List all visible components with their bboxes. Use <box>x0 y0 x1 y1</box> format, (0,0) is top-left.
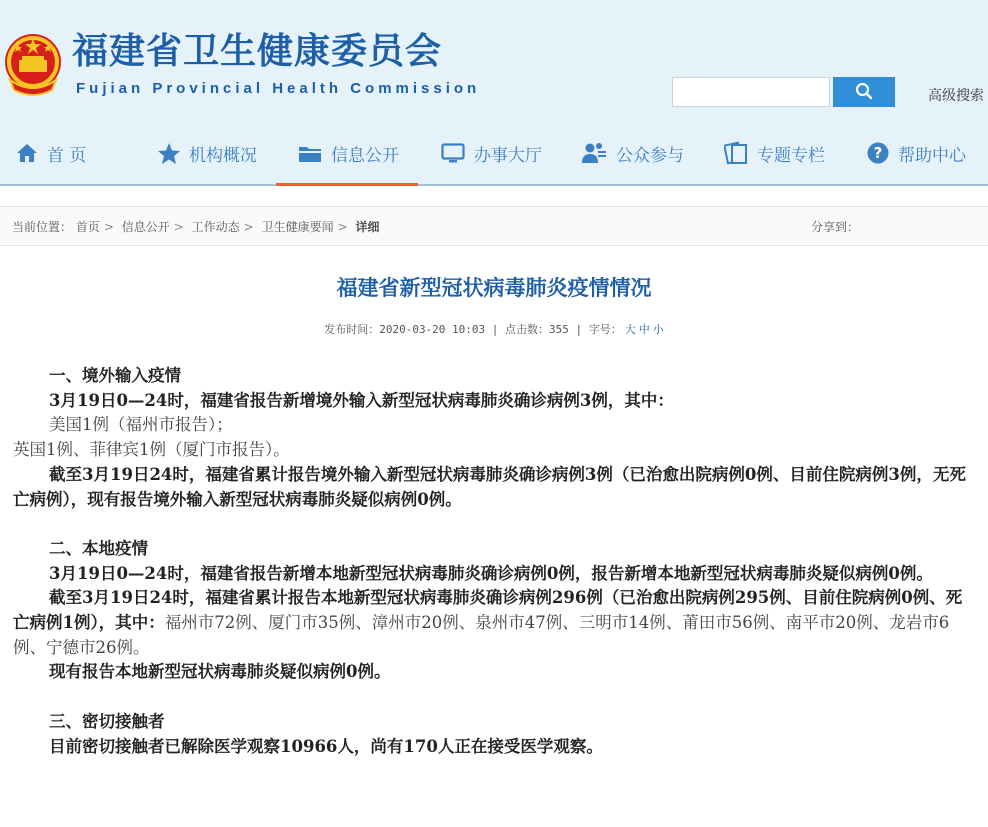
section-heading: 一、境外输入疫情 <box>49 366 181 385</box>
click-count: 点击数：355 <box>505 323 569 336</box>
breadcrumb-bar <box>0 206 988 246</box>
paragraph: 3月19日0—24时，福建省报告新增本地新型冠状病毒肺炎确诊病例0例，报告新增本地新型冠状病毒肺炎疑似病例0例。 <box>49 563 933 583</box>
share-label: 分享到： <box>811 220 860 234</box>
nav-home[interactable] <box>16 122 86 184</box>
breadcrumb-separator: > <box>173 220 184 234</box>
article-meta <box>0 321 988 337</box>
nav-about[interactable] <box>158 122 257 184</box>
paragraph: 英国1例、菲律宾1例（厦门市报告）。 <box>13 440 290 460</box>
breadcrumb-separator: > <box>243 220 254 234</box>
people-icon <box>581 142 607 164</box>
paragraph: 目前密切接触者已解除医学观察10966人，尚有170人正在接受医学观察。 <box>49 736 603 756</box>
breadcrumb-work[interactable]: 工作动态 <box>191 220 240 234</box>
section-heading: 三、密切接触者 <box>49 711 165 731</box>
nav-topics[interactable] <box>724 122 825 184</box>
site-header <box>0 0 988 122</box>
monitor-icon <box>441 143 465 164</box>
nav-service[interactable] <box>441 122 542 184</box>
nav-label: 办事大厅 <box>474 145 542 166</box>
search-input[interactable] <box>672 77 830 107</box>
breadcrumb-separator: > <box>337 220 348 234</box>
breadcrumb-news[interactable]: 卫生健康要闻 <box>261 220 334 234</box>
font-size-label: 字号： <box>588 323 622 336</box>
spacer <box>13 685 968 710</box>
nav-public[interactable] <box>581 122 684 184</box>
paragraph: 美国1例（福州市报告）； <box>49 415 233 435</box>
publish-time-label: 发布时间： <box>324 323 380 336</box>
meta-separator: | <box>575 323 589 336</box>
nav-label: 机构概况 <box>189 145 257 166</box>
paragraph: 截至3月19日24时，福建省累计报告境外输入新型冠状病毒肺炎确诊病例3例（已治愈出院病例0例、目前住院病例3例，无死亡病例），现有报告境外输入新型冠状病毒肺炎疑似病例0例。 <box>13 464 966 509</box>
paragraph: 现有报告本地新型冠状病毒肺炎疑似病例0例。 <box>49 662 391 682</box>
national-emblem-icon <box>2 30 64 98</box>
breadcrumb-label: 当前位置： <box>12 220 73 234</box>
font-size-small[interactable]: 小 <box>652 323 664 336</box>
nav-label: 首 页 <box>47 145 87 166</box>
paragraph <box>13 586 968 660</box>
nav-label: 专题专栏 <box>757 145 825 166</box>
paragraph: 3月19日0—24时，福建省报告新增境外输入新型冠状病毒肺炎确诊病例3例，其中： <box>49 390 674 410</box>
search-button[interactable] <box>833 77 895 107</box>
advanced-search-link[interactable]: 高级搜索 <box>928 88 984 104</box>
breadcrumb <box>12 218 379 235</box>
breadcrumb-home[interactable]: 首页 <box>75 220 100 234</box>
star-icon <box>158 143 180 164</box>
document-icon <box>724 141 748 165</box>
paragraph-light: 福州市72例、厦门市35例、漳州市20例、泉州市47例、三明市14例、莆田市56例、南平市20例、龙岩市6例、宁德市26例。 <box>13 613 950 657</box>
publish-time: 2020-03-20 10:03 <box>379 323 486 336</box>
article-body <box>13 364 968 759</box>
nav-label: 帮助中心 <box>898 145 966 166</box>
breadcrumb-separator: > <box>103 220 114 234</box>
paragraph-bold: 截至3月19日24时，福建省累计报告本地新型冠状病毒肺炎确诊病例296例（已治愈出院病例295例、目前住院病例0例、死亡病例1例），其中： <box>13 588 963 633</box>
nav-info[interactable] <box>298 122 399 184</box>
nav-label: 信息公开 <box>331 145 399 166</box>
site-title: 福建省卫生健康委员会 <box>72 31 443 72</box>
meta-separator: | <box>491 323 506 336</box>
font-size-medium[interactable]: 中 <box>638 323 650 336</box>
nav-label: 公众参与 <box>616 145 684 166</box>
folder-icon <box>298 144 322 163</box>
breadcrumb-current: 详细 <box>355 220 380 234</box>
nav-help[interactable] <box>867 122 966 184</box>
help-icon <box>867 142 889 164</box>
section-heading: 二、本地疫情 <box>49 538 148 558</box>
home-icon <box>16 143 38 163</box>
spacer <box>13 512 968 537</box>
breadcrumb-info[interactable]: 信息公开 <box>121 220 170 234</box>
font-size-large[interactable]: 大 <box>624 323 636 336</box>
site-subtitle: Fujian Provincial Health Commission <box>76 80 481 97</box>
main-nav <box>0 122 988 186</box>
svg-text:?: ? <box>873 144 883 162</box>
search-icon <box>855 82 873 103</box>
nav-active-indicator <box>276 183 418 186</box>
article-title: 福建省新型冠状病毒肺炎疫情情况 <box>336 276 652 300</box>
